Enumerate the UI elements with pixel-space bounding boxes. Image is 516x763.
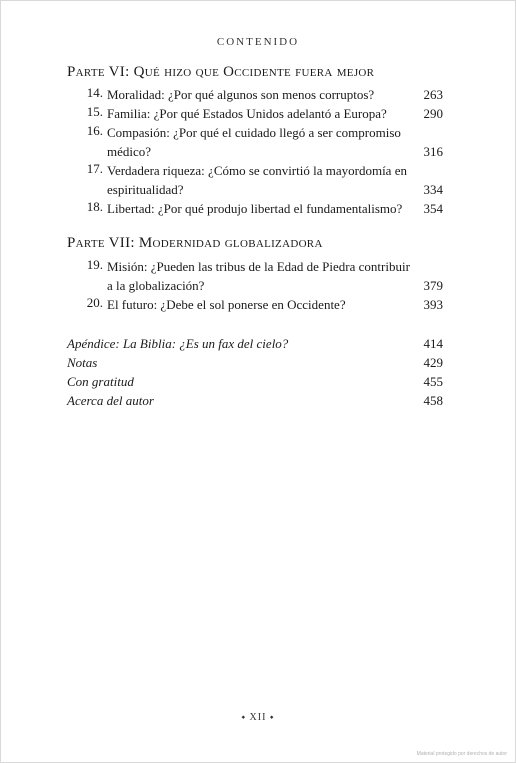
- toc-entry[interactable]: [67, 161, 443, 199]
- chapter-number: 16.: [86, 123, 103, 138]
- back-matter-list: [67, 334, 443, 410]
- page-number: 429: [423, 355, 443, 370]
- chapter-title: Compasión: ¿Por qué el cuidado llegó a ser compromiso: [107, 125, 401, 140]
- toc-entry[interactable]: [67, 353, 443, 372]
- page-number: 455: [423, 374, 443, 389]
- page-number: 263: [423, 87, 443, 102]
- back-matter-title: Apéndice: La Biblia: ¿Es un fax del cielo?: [67, 336, 289, 351]
- chapter-list: [67, 85, 443, 218]
- toc-entry[interactable]: [67, 391, 443, 410]
- back-matter-title: Acerca del autor: [67, 393, 154, 408]
- back-matter-title: Notas: [67, 355, 98, 370]
- chapter-title: El futuro: ¿Debe el sol ponerse en Occidente?: [107, 297, 346, 312]
- toc-entry[interactable]: [67, 104, 443, 123]
- back-matter-title: Con gratitud: [67, 374, 134, 389]
- chapter-title: Libertad: ¿Por qué produjo libertad el fundamentalismo?: [107, 201, 403, 216]
- part-title: Parte VII: Modernidad globalizadora: [67, 235, 323, 251]
- toc-entry[interactable]: [67, 295, 443, 314]
- toc-entry[interactable]: [67, 199, 443, 218]
- toc-entry[interactable]: [67, 257, 443, 295]
- chapter-number: 18.: [86, 199, 103, 214]
- page-number: 379: [423, 278, 443, 293]
- chapter-number: 19.: [86, 257, 103, 272]
- chapter-title-continued: espiritualidad?: [107, 182, 184, 197]
- chapter-title-continued: a la globalización?: [107, 278, 205, 293]
- copyright-watermark: Material protegido por derechos de autor: [416, 751, 507, 757]
- page-number: 334: [423, 182, 443, 197]
- toc-entry[interactable]: [67, 372, 443, 391]
- chapter-title: Familia: ¿Por qué Estados Unidos adelantó a Europa?: [107, 106, 387, 121]
- toc-entry[interactable]: [67, 334, 443, 353]
- chapter-title-continued: médico?: [107, 144, 152, 159]
- chapter-number: 17.: [86, 161, 103, 176]
- page-number: 316: [423, 144, 443, 159]
- page-number: 414: [423, 336, 443, 351]
- page-number: 354: [423, 201, 443, 216]
- chapter-title: Verdadera riqueza: ¿Cómo se convirtió la mayordomía en: [107, 163, 407, 178]
- running-header: CONTENIDO: [216, 36, 300, 48]
- toc-entry[interactable]: [67, 85, 443, 104]
- page-number: 393: [423, 297, 443, 312]
- chapter-list: [67, 257, 443, 314]
- part-title: Parte VI: Qué hizo que Occidente fuera mejor: [67, 64, 375, 80]
- chapter-number: 14.: [86, 85, 103, 100]
- chapter-title: Moralidad: ¿Por qué algunos son menos corruptos?: [107, 87, 375, 102]
- chapter-title: Misión: ¿Pueden las tribus de la Edad de Piedra contribuir: [107, 259, 410, 274]
- chapter-number: 15.: [86, 104, 103, 119]
- chapter-number: 20.: [86, 295, 103, 310]
- page-number: 458: [423, 393, 443, 408]
- page-number: 290: [423, 106, 443, 121]
- page-folio: ⬩ XII ⬩: [241, 712, 275, 723]
- toc-entry[interactable]: [67, 123, 443, 161]
